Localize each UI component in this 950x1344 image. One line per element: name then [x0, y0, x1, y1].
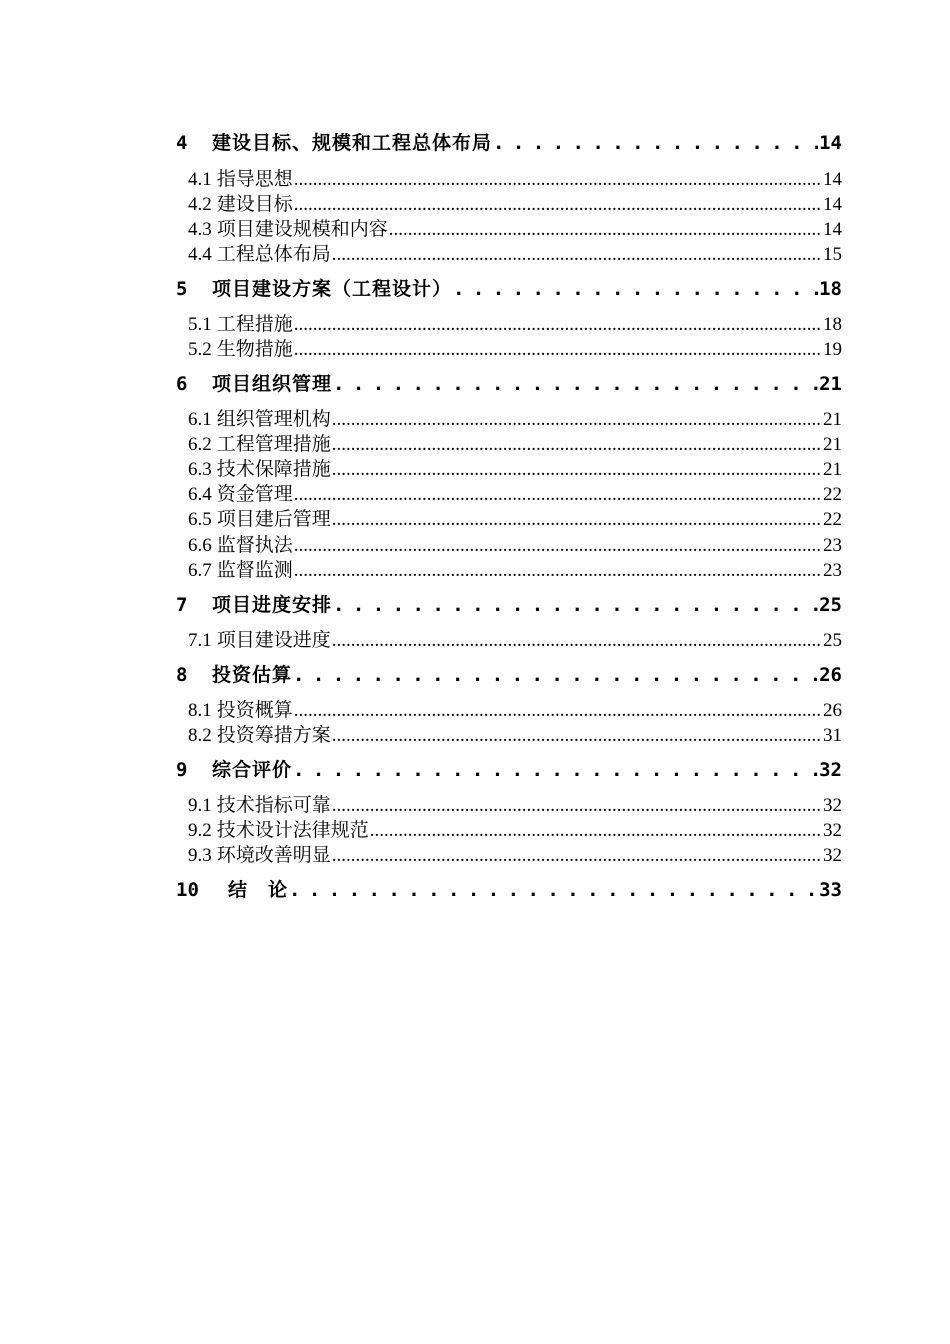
toc-number: 4	[176, 132, 188, 154]
dot-leader	[294, 339, 822, 361]
dot-leader	[294, 169, 822, 191]
dot-leader	[332, 725, 822, 747]
toc-title: 监督执法	[216, 535, 293, 556]
toc-number: 6.7	[188, 560, 212, 581]
toc-number: 9.1	[188, 795, 212, 816]
toc-section-entry[interactable]	[188, 164, 842, 189]
dot-leader	[332, 795, 822, 817]
toc-number: 9.3	[188, 845, 212, 866]
dot-leader	[493, 132, 818, 154]
dot-leader	[453, 278, 818, 300]
toc-number: 10	[176, 879, 199, 901]
toc-number: 6.3	[188, 459, 212, 480]
toc-page-number: 19	[823, 339, 842, 360]
toc-section-entry[interactable]	[188, 334, 842, 359]
dot-leader	[294, 560, 822, 582]
toc-section-entry[interactable]	[188, 720, 842, 745]
toc-section-entry[interactable]	[188, 214, 842, 239]
toc-number: 6.2	[188, 434, 212, 455]
toc-number: 8.1	[188, 700, 212, 721]
toc-chapter-entry[interactable]	[176, 755, 842, 785]
toc-title: 项目组织管理	[212, 373, 333, 395]
toc-title: 环境改善明显	[216, 845, 331, 866]
toc-title: 项目建设方案（工程设计）	[212, 278, 453, 300]
toc-chapter-entry[interactable]	[176, 875, 842, 905]
toc-section-entry[interactable]	[188, 429, 842, 454]
dot-leader	[332, 845, 822, 867]
toc-title: 技术设计法律规范	[216, 820, 369, 841]
toc-number: 9.2	[188, 820, 212, 841]
dot-leader	[332, 459, 822, 481]
dot-leader	[332, 244, 822, 266]
toc-section-entry[interactable]	[188, 840, 842, 865]
toc-section-entry[interactable]	[188, 790, 842, 815]
toc-section-entry[interactable]	[188, 555, 842, 580]
dot-leader	[332, 509, 822, 531]
toc-title: 结 论	[228, 879, 289, 901]
toc-title: 综合评价	[212, 759, 293, 781]
toc-page-number: 21	[823, 459, 842, 480]
dot-leader	[332, 409, 822, 431]
toc-section-entry[interactable]	[188, 695, 842, 720]
toc-chapter-entry[interactable]	[176, 128, 842, 158]
toc-number: 5.1	[188, 314, 212, 335]
toc-title: 技术指标可靠	[216, 795, 331, 816]
toc-title: 组织管理机构	[216, 409, 331, 430]
toc-title: 技术保障措施	[216, 459, 331, 480]
toc-section-entry[interactable]	[188, 504, 842, 529]
toc-section-entry[interactable]	[188, 815, 842, 840]
toc-title: 生物措施	[216, 339, 293, 360]
toc-page-number: 32	[823, 845, 842, 866]
toc-title: 项目建后管理	[216, 509, 331, 530]
toc-section-entry[interactable]	[188, 239, 842, 264]
toc-number: 6	[176, 373, 188, 395]
toc-title: 工程管理措施	[216, 434, 331, 455]
dot-leader	[333, 373, 818, 395]
toc-page-number: 26	[823, 700, 842, 721]
toc-chapter-entry[interactable]	[176, 369, 842, 399]
dot-leader	[294, 484, 822, 506]
toc-page-number: 23	[823, 535, 842, 556]
toc-page-number: 22	[823, 509, 842, 530]
dot-leader	[293, 759, 818, 781]
toc-page-number: 23	[823, 560, 842, 581]
toc-title: 项目进度安排	[212, 594, 333, 616]
toc-page-number: 25	[823, 630, 842, 651]
toc-title: 指导思想	[216, 169, 293, 190]
toc-section-entry[interactable]	[188, 404, 842, 429]
toc-page-number: 18	[819, 278, 842, 300]
toc-number: 6.1	[188, 409, 212, 430]
toc-page-number: 14	[823, 169, 842, 190]
toc-number: 4.3	[188, 219, 212, 240]
dot-leader	[294, 535, 822, 557]
toc-section-entry[interactable]	[188, 189, 842, 214]
toc-section-entry[interactable]	[188, 530, 842, 555]
toc-number: 9	[176, 759, 188, 781]
toc-number: 6.6	[188, 535, 212, 556]
toc-title: 工程总体布局	[216, 244, 331, 265]
toc-title: 投资估算	[212, 664, 293, 686]
toc-section-entry[interactable]	[188, 309, 842, 334]
toc-page-number: 26	[819, 664, 842, 686]
toc-title: 投资筹措方案	[216, 725, 331, 746]
toc-title: 投资概算	[216, 700, 293, 721]
toc-number: 6.5	[188, 509, 212, 530]
dot-leader	[294, 314, 822, 336]
toc-chapter-entry[interactable]	[176, 660, 842, 690]
toc-title: 资金管理	[216, 484, 293, 505]
dot-leader	[294, 700, 822, 722]
toc-page-number: 22	[823, 484, 842, 505]
toc-title: 建设目标	[216, 194, 293, 215]
toc-number: 4.2	[188, 194, 212, 215]
toc-number: 4.4	[188, 244, 212, 265]
toc-page-number: 14	[823, 219, 842, 240]
toc-page-number: 21	[823, 434, 842, 455]
toc-chapter-entry[interactable]	[176, 590, 842, 620]
toc-number: 7.1	[188, 630, 212, 651]
toc-number: 4.1	[188, 169, 212, 190]
toc-page-number: 33	[819, 879, 842, 901]
toc-page-number: 25	[819, 594, 842, 616]
toc-page-number: 21	[819, 373, 842, 395]
toc-number: 5	[176, 278, 188, 300]
toc-page-number: 15	[823, 244, 842, 265]
toc-page-number: 18	[823, 314, 842, 335]
toc-page-number: 32	[823, 820, 842, 841]
toc-title: 工程措施	[216, 314, 293, 335]
toc-section-entry[interactable]	[188, 625, 842, 650]
toc-title: 建设目标、规模和工程总体布局	[212, 132, 493, 154]
toc-page-number: 14	[823, 194, 842, 215]
toc-page-number: 31	[823, 725, 842, 746]
toc-page-number: 21	[823, 409, 842, 430]
toc-page-number: 14	[819, 132, 842, 154]
toc-page-number: 32	[819, 759, 842, 781]
dot-leader	[294, 194, 822, 216]
toc-number: 8.2	[188, 725, 212, 746]
toc-title: 项目建设进度	[216, 630, 331, 651]
toc-number: 8	[176, 664, 188, 686]
toc-number: 5.2	[188, 339, 212, 360]
dot-leader	[332, 630, 822, 652]
toc-number: 7	[176, 594, 188, 616]
dot-leader	[370, 820, 822, 842]
dot-leader	[333, 594, 818, 616]
dot-leader	[332, 434, 822, 456]
toc-section-entry[interactable]	[188, 479, 842, 504]
dot-leader	[293, 664, 818, 686]
toc-number: 6.4	[188, 484, 212, 505]
toc-page-number: 32	[823, 795, 842, 816]
toc-title: 项目建设规模和内容	[216, 219, 388, 240]
toc-title: 监督监测	[216, 560, 293, 581]
toc-section-entry[interactable]	[188, 454, 842, 479]
toc-chapter-entry[interactable]	[176, 274, 842, 304]
dot-leader	[389, 219, 822, 241]
dot-leader	[289, 879, 818, 901]
